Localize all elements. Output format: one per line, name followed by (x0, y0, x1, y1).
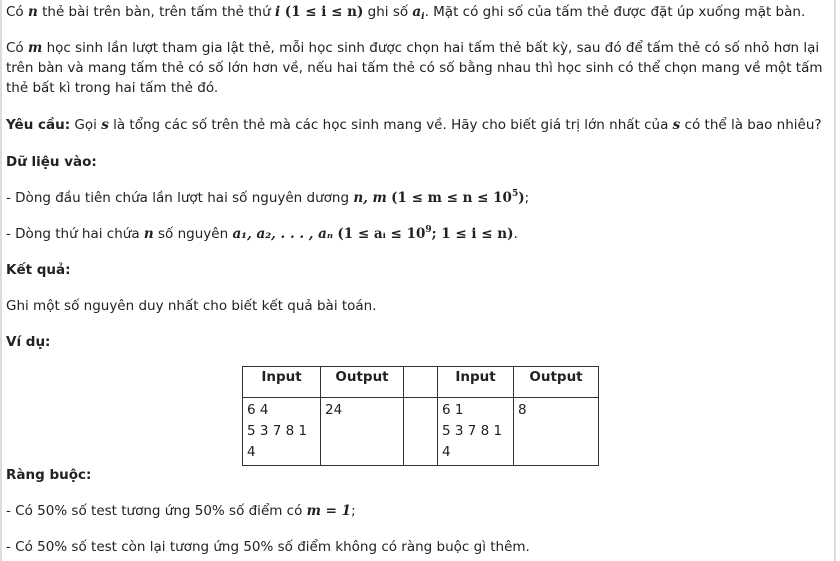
cell-output-1: 24 (321, 398, 404, 466)
constraint-1 (6, 501, 830, 521)
text: . (513, 226, 518, 242)
text: số nguyên (153, 226, 233, 242)
text: học sinh lần lượt tham gia lật thẻ, mỗi học sinh được chọn hai tấm thẻ bất kỳ, sau đó để tấm thẻ có số nhỏ hơn lại trên bàn và mang tấm thẻ có số lớn hơn về, nếu hai tấm thẻ có số bằng nhau thì học sinh có thể chọn mang về một tấm thẻ bất kì trong hai tấm thẻ đó. (6, 40, 823, 96)
text: ghi số (363, 4, 413, 20)
header-output-2: Output (514, 367, 599, 398)
text: ; (524, 190, 530, 206)
input-heading (6, 152, 830, 172)
text: - Dòng thứ hai chứa (6, 226, 144, 242)
math-m: m (27, 40, 43, 56)
example-heading (6, 332, 830, 352)
input-line: 6 1 (442, 402, 464, 418)
text: có thể là bao nhiêu? (680, 117, 822, 133)
constraint-2: - Có 50% số test còn lại tương ứng 50% số điểm không có ràng buộc gì thêm. (6, 539, 530, 555)
math-a: a (412, 4, 422, 20)
requirement-label: Yêu cầu: (6, 117, 71, 133)
header-spacer (404, 367, 438, 398)
constraints-label: Ràng buộc: (6, 467, 92, 483)
cell-input-1 (243, 398, 321, 466)
math-exponent: 5 (511, 189, 519, 199)
math-vars: n, m (353, 190, 387, 206)
header-output-1: Output (321, 367, 404, 398)
intro-paragraph-1 (6, 2, 830, 22)
math-subscript: i (421, 12, 425, 22)
math-condition: ; 1 ≤ i ≤ n) (431, 226, 514, 242)
math-n: n (143, 226, 154, 242)
input-label: Dữ liệu vào: (6, 154, 97, 170)
requirement (6, 115, 830, 135)
math-condition: (1 ≤ m ≤ n ≤ 10 (391, 190, 512, 206)
input-line: 5 3 7 8 1 4 (442, 423, 503, 460)
table-header-row (243, 367, 599, 398)
example-table (242, 366, 599, 466)
header-input-1: Input (243, 367, 321, 398)
text: ; (351, 503, 356, 519)
text: Có (6, 4, 28, 20)
text: - Có 50% số test tương ứng 50% số điểm có (6, 503, 307, 519)
input-line: 6 4 (247, 402, 269, 418)
math-range: (1 ≤ i ≤ n) (280, 4, 364, 20)
table-row (243, 398, 599, 466)
input-line-2 (6, 224, 830, 244)
cell-output-2: 8 (514, 398, 599, 466)
text: . Mặt có ghi số của tấm thẻ được đặt úp xuống mặt bàn. (424, 4, 806, 20)
output-heading (6, 260, 830, 280)
example-label: Ví dụ: (6, 334, 51, 350)
text: - Dòng đầu tiên chứa lần lượt hai số nguyên dương (6, 190, 354, 206)
text: Gọi (70, 117, 102, 133)
math-exponent: 9 (425, 225, 432, 235)
output-description: Ghi một số nguyên duy nhất cho biết kết quả bài toán. (6, 298, 377, 314)
math-sequence: a₁, a₂, . . . , aₙ (232, 226, 334, 242)
input-line-1 (6, 188, 830, 208)
header-input-2: Input (438, 367, 514, 398)
text: thẻ bài trên bàn, trên tấm thẻ thứ (37, 4, 275, 20)
text: là tổng các số trên thẻ mà các học sinh mang về. Hãy cho biết giá trị lớn nhất của (108, 117, 673, 133)
math-s: s (101, 117, 109, 133)
input-line: 5 3 7 8 1 4 (247, 423, 308, 460)
math-n: n (27, 4, 38, 20)
math-i: i (274, 4, 281, 20)
math-expression: m = 1 (306, 503, 352, 519)
math-condition: (1 ≤ aᵢ ≤ 10 (337, 226, 426, 242)
output-label: Kết quả: (6, 262, 71, 278)
cell-spacer (404, 398, 438, 466)
text: Có (6, 40, 28, 56)
cell-input-2 (438, 398, 514, 466)
math-s: s (672, 117, 681, 133)
intro-paragraph-2 (6, 38, 830, 98)
constraints-heading (6, 465, 830, 485)
math-close: ) (518, 190, 525, 206)
